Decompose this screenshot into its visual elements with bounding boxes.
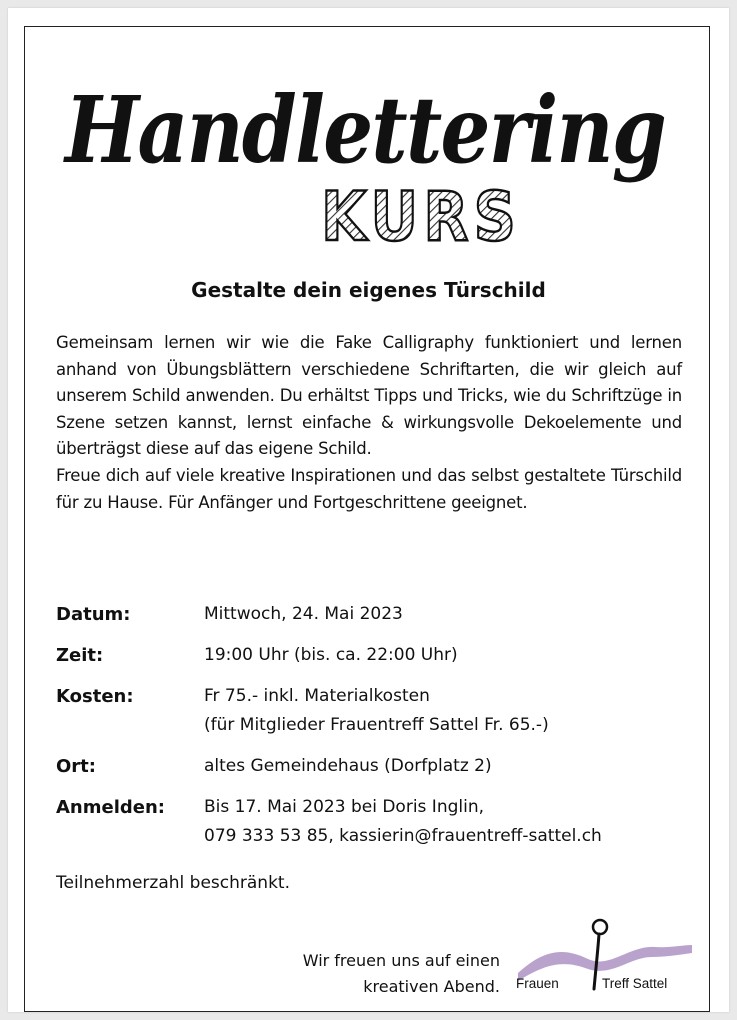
hero-title: Handlettering xyxy=(62,76,665,184)
description xyxy=(56,330,682,516)
detail-row-anmelden xyxy=(56,793,706,851)
detail-line: altes Gemeindehaus (Dorfplatz 2) xyxy=(204,756,492,776)
hero-kurs: KURS xyxy=(321,178,521,257)
hero-lettering xyxy=(45,62,685,257)
detail-line: 19:00 Uhr (bis. ca. 22:00 Uhr) xyxy=(204,645,458,665)
detail-label: Datum: xyxy=(56,604,131,625)
detail-row-kosten xyxy=(56,682,706,740)
detail-value xyxy=(204,600,403,629)
closing-line-1: Wir freuen uns auf einen xyxy=(302,951,500,970)
detail-line: Bis 17. Mai 2023 bei Doris Inglin, xyxy=(204,797,485,817)
detail-value xyxy=(204,641,458,670)
detail-label: Zeit: xyxy=(56,645,104,666)
detail-label: Anmelden: xyxy=(56,797,165,818)
logo-word-treff-sattel: Treff Sattel xyxy=(602,976,668,991)
detail-row-zeit xyxy=(56,641,706,670)
hero-lettering-graphic xyxy=(45,62,685,257)
detail-label: Ort: xyxy=(56,756,96,777)
closing-line-2: kreativen Abend. xyxy=(363,977,500,996)
contact-line: 079 333 53 85, kassierin@frauentreff-sattel.ch xyxy=(204,826,602,846)
detail-line: Mittwoch, 24. Mai 2023 xyxy=(204,604,403,624)
description-paragraph-2: Freue dich auf viele kreative Inspirationen und das selbst gestaltete Türschild für zu Hause. Für Anfänger und Fortgeschrittene geeignet. xyxy=(56,465,682,512)
detail-row-ort xyxy=(56,752,706,781)
closing-message xyxy=(230,948,500,1000)
detail-line: Fr 75.- inkl. Materialkosten xyxy=(204,686,430,706)
frauentreff-logo-graphic xyxy=(510,915,700,1000)
participant-limit-note: Teilnehmerzahl beschränkt. xyxy=(56,873,290,893)
detail-value xyxy=(204,752,492,781)
logo-word-frauen: Frauen xyxy=(516,976,559,991)
detail-line: (für Mitglieder Frauentreff Sattel Fr. 65.-) xyxy=(204,715,549,735)
logo-figure-head xyxy=(593,920,607,934)
detail-value xyxy=(204,682,549,740)
detail-value xyxy=(204,793,602,851)
detail-label: Kosten: xyxy=(56,686,134,707)
event-details xyxy=(56,600,706,863)
subtitle: Gestalte dein eigenes Türschild xyxy=(191,278,546,302)
description-paragraph-1: Gemeinsam lernen wir wie die Fake Calligraphy funktioniert und lernen anhand von Übungsblättern verschiedene Schriftarten, die wir gleich auf unserem Schild anwenden. Du erhältst Tipps und Tricks, wie du Schriftzüge in Szene setzen kannst, lernst einfache & wirkungsvolle Dekoelemente und überträgst diese auf das eigene Schild. xyxy=(56,333,682,459)
frauentreff-logo xyxy=(510,915,700,1000)
detail-row-datum xyxy=(56,600,706,629)
